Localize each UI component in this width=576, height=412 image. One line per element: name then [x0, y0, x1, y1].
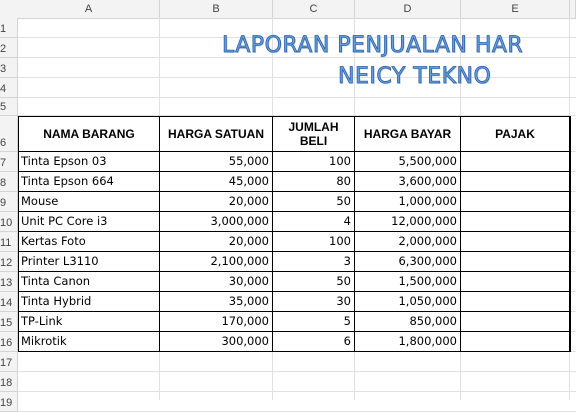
- row-header-3[interactable]: [0, 58, 18, 78]
- row-number: 19: [0, 397, 13, 409]
- cell-harga-satuan[interactable]: 2,100,000: [160, 252, 273, 272]
- cell-harga-satuan[interactable]: 300,000: [160, 332, 273, 352]
- row-header-7[interactable]: [0, 152, 18, 172]
- cell-nama-barang[interactable]: TP-Link: [18, 312, 160, 332]
- report-title-line1: LAPORAN PENJUALAN HAR: [222, 33, 524, 58]
- row-number: 5: [0, 101, 7, 113]
- cell-harga-satuan[interactable]: 30,000: [160, 272, 273, 292]
- row-number: 10: [0, 217, 13, 229]
- row-number: 1: [0, 23, 7, 35]
- row-header-6[interactable]: [0, 116, 18, 152]
- gridline: [18, 391, 576, 392]
- cell-nama-barang[interactable]: Tinta Hybrid: [18, 292, 160, 312]
- cell-jumlah-beli[interactable]: 6: [273, 332, 355, 352]
- cell-nama-barang[interactable]: Mouse: [18, 192, 160, 212]
- row-number: 15: [0, 317, 13, 329]
- table-right-border: [570, 116, 571, 352]
- cell-pajak[interactable]: [461, 152, 570, 172]
- cell-harga-satuan[interactable]: 45,000: [160, 172, 273, 192]
- column-header-a[interactable]: A: [18, 0, 160, 18]
- cell-jumlah-beli[interactable]: 100: [273, 152, 355, 172]
- row-header-2[interactable]: [0, 38, 18, 58]
- row-number: 3: [0, 63, 7, 75]
- row-number: 2: [0, 43, 7, 55]
- cell-harga-satuan[interactable]: 170,000: [160, 312, 273, 332]
- column-header-b[interactable]: B: [160, 0, 273, 18]
- row-number: 8: [0, 177, 7, 189]
- row-number: 16: [0, 337, 13, 349]
- cell-harga-bayar[interactable]: 850,000: [355, 312, 461, 332]
- cell-jumlah-beli[interactable]: 30: [273, 292, 355, 312]
- row-header-11[interactable]: [0, 232, 18, 252]
- gridline: [18, 371, 576, 372]
- cell-jumlah-beli[interactable]: 80: [273, 172, 355, 192]
- header-nama-barang[interactable]: NAMA BARANG: [18, 116, 160, 152]
- column-header-e[interactable]: E: [461, 0, 570, 18]
- gridline: [18, 97, 576, 98]
- row-number: 17: [0, 357, 13, 369]
- cell-harga-satuan[interactable]: 35,000: [160, 292, 273, 312]
- cell-harga-bayar[interactable]: 1,000,000: [355, 192, 461, 212]
- cell-harga-bayar[interactable]: 1,500,000: [355, 272, 461, 292]
- row-header-4[interactable]: [0, 78, 18, 98]
- cell-jumlah-beli[interactable]: 100: [273, 232, 355, 252]
- row-number: 14: [0, 297, 13, 309]
- cell-harga-bayar[interactable]: 5,500,000: [355, 152, 461, 172]
- cell-harga-bayar[interactable]: 1,050,000: [355, 292, 461, 312]
- row-number: 4: [0, 83, 7, 95]
- row-number: 13: [0, 277, 13, 289]
- header-harga-satuan[interactable]: HARGA SATUAN: [160, 116, 273, 152]
- cell-pajak[interactable]: [461, 212, 570, 232]
- cell-nama-barang[interactable]: Tinta Canon: [18, 272, 160, 292]
- cell-jumlah-beli[interactable]: 4: [273, 212, 355, 232]
- row-header-13[interactable]: [0, 272, 18, 292]
- row-header-5[interactable]: [0, 98, 18, 116]
- gridline: [18, 77, 576, 78]
- row-number: 18: [0, 377, 13, 389]
- cell-jumlah-beli[interactable]: 50: [273, 192, 355, 212]
- cell-nama-barang[interactable]: Printer L3110: [18, 252, 160, 272]
- cell-jumlah-beli[interactable]: 3: [273, 252, 355, 272]
- cell-harga-bayar[interactable]: 3,600,000: [355, 172, 461, 192]
- cell-nama-barang[interactable]: Kertas Foto: [18, 232, 160, 252]
- cell-harga-satuan[interactable]: 20,000: [160, 192, 273, 212]
- cell-harga-bayar[interactable]: 12,000,000: [355, 212, 461, 232]
- row-number: 6: [0, 137, 7, 149]
- cell-nama-barang[interactable]: Tinta Epson 664: [18, 172, 160, 192]
- cell-nama-barang[interactable]: Unit PC Core i3: [18, 212, 160, 232]
- cell-harga-satuan[interactable]: 55,000: [160, 152, 273, 172]
- cell-pajak[interactable]: [461, 192, 570, 212]
- row-header-10[interactable]: [0, 212, 18, 232]
- row-header-15[interactable]: [0, 312, 18, 332]
- cell-pajak[interactable]: [461, 292, 570, 312]
- cell-nama-barang[interactable]: Mikrotik: [18, 332, 160, 352]
- cell-harga-satuan[interactable]: 3,000,000: [160, 212, 273, 232]
- cell-pajak[interactable]: [461, 312, 570, 332]
- header-pajak[interactable]: PAJAK: [461, 116, 570, 152]
- cell-pajak[interactable]: [461, 272, 570, 292]
- cell-pajak[interactable]: [461, 332, 570, 352]
- cell-pajak[interactable]: [461, 232, 570, 252]
- column-header-d[interactable]: D: [355, 0, 461, 18]
- row-number: 9: [0, 197, 7, 209]
- row-header-12[interactable]: [0, 252, 18, 272]
- column-header-c[interactable]: C: [273, 0, 355, 18]
- cell-harga-bayar[interactable]: 2,000,000: [355, 232, 461, 252]
- cell-nama-barang[interactable]: Tinta Epson 03: [18, 152, 160, 172]
- cell-harga-bayar[interactable]: 1,800,000: [355, 332, 461, 352]
- cell-jumlah-beli[interactable]: 5: [273, 312, 355, 332]
- row-header-14[interactable]: [0, 292, 18, 312]
- row-header-19[interactable]: [0, 392, 18, 412]
- column-header-next[interactable]: [570, 0, 576, 18]
- row-header-8[interactable]: [0, 172, 18, 192]
- row-header-17[interactable]: [0, 352, 18, 372]
- row-header-16[interactable]: [0, 332, 18, 352]
- cell-harga-bayar[interactable]: 6,300,000: [355, 252, 461, 272]
- cell-pajak[interactable]: [461, 172, 570, 192]
- row-number: 11: [0, 237, 12, 249]
- header-jumlah-beli[interactable]: JUMLAH BELI: [273, 116, 355, 152]
- cell-pajak[interactable]: [461, 252, 570, 272]
- row-header-9[interactable]: [0, 192, 18, 212]
- row-header-18[interactable]: [0, 372, 18, 392]
- row-header-1[interactable]: [0, 18, 18, 38]
- header-harga-bayar[interactable]: HARGA BAYAR: [355, 116, 461, 152]
- row-number: 12: [0, 257, 13, 269]
- row-number: 7: [0, 157, 7, 169]
- cell-harga-satuan[interactable]: 20,000: [160, 232, 273, 252]
- report-title-line2: NEICY TEKNO: [338, 64, 492, 89]
- cell-jumlah-beli[interactable]: 50: [273, 272, 355, 292]
